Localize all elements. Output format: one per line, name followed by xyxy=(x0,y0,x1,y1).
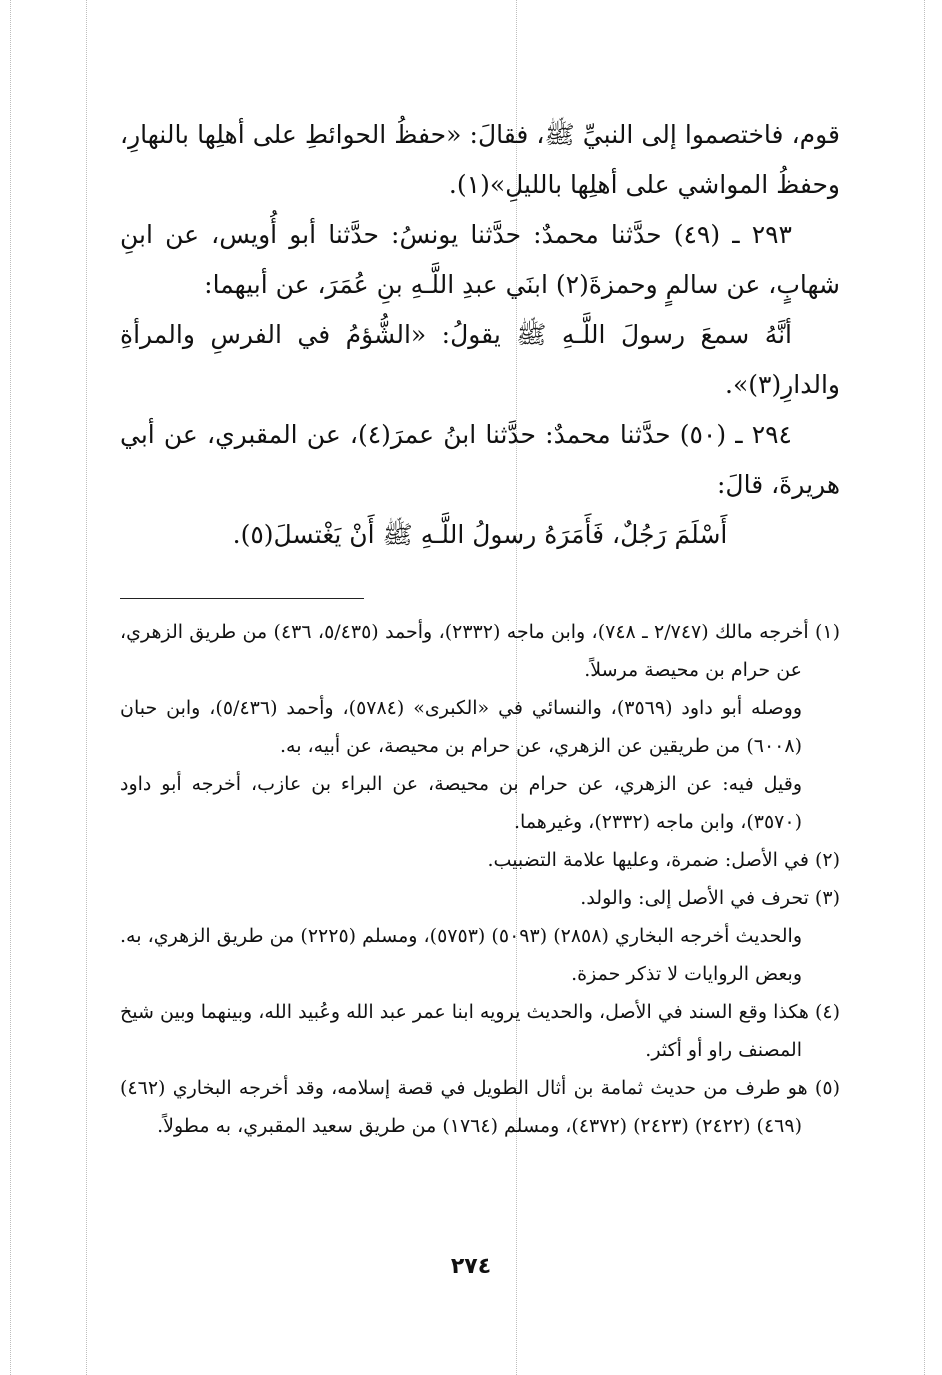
main-text xyxy=(120,110,840,560)
hadith-continuation: قوم، فاختصموا إلى النبيِّ ﷺ، فقالَ: «حفظُ الحوائطِ على أهلِها بالنهارِ، وحفظُ المواشي على أهلِها بالليلِ»(١). xyxy=(120,120,840,199)
page-number: ٢٧٤ xyxy=(450,1254,492,1279)
hadith-294-matn: أَسْلَمَ رَجُلٌ، فَأَمَرَهُ رسولُ اللَّـهِ ﷺ أَنْ يَغْتسلَ(٥). xyxy=(232,520,728,549)
scan-guide-line xyxy=(10,0,11,1375)
footnote-1-cont: وقيل فيه: عن الزهري، عن حرام بن محيصة، عن البراء بن عازب، أخرجه أبو داود (٣٥٧٠)، وابن ماجه (٢٣٣٢)، وغيرهما. xyxy=(120,773,802,833)
footnote-3: (٣) تحرف في الأصل إلى: والولد. xyxy=(580,887,840,909)
hadith-293-matn: أنَّهُ سمعَ رسولَ اللَّـهِ ﷺ يقولُ: «الشُّؤمُ في الفرسِ والمرأةِ والدارِ(٣)». xyxy=(120,320,840,399)
footnote-3-cont: والحديث أخرجه البخاري (٢٨٥٨) (٥٠٩٣) (٥٧٥٣)، ومسلم (٢٢٢٥) من طريق الزهري، به. وبعض الروايات لا تذكر حمزة. xyxy=(120,925,802,985)
footnote-2: (٢) في الأصل: ضمرة، وعليها علامة التضبيب. xyxy=(487,849,840,871)
page-content xyxy=(120,110,840,1145)
hadith-294-isnad: ٢٩٤ ـ (٥٠) حدَّثنا محمدٌ: حدَّثنا ابنُ عمرَ(٤)، عن المقبري، عن أبي هريرةَ، قالَ: xyxy=(120,420,840,499)
footnote-separator xyxy=(120,598,364,599)
hadith-293-isnad: ٢٩٣ ـ (٤٩) حدَّثنا محمدٌ: حدَّثنا يونسُ: حدَّثنا أبو أُويس، عن ابنِ شهابٍ، عن سالمٍ وحمزةَ(٢) ابنَي عبدِ اللَّـهِ بنِ عُمَرَ، عن أبيهما: xyxy=(120,220,840,299)
scan-guide-line xyxy=(924,0,925,1375)
footnote-1-cont: ووصله أبو داود (٣٥٦٩)، والنسائي في «الكبرى» (٥٧٨٤)، وأحمد (٥/٤٣٦)، وابن حبان (٦٠٠٨) من طريقين عن الزهري، عن حرام بن محيصة، عن أبيه، به. xyxy=(120,697,802,757)
footnote-1: (١) أخرجه مالك (٢/٧٤٧ ـ ٧٤٨)، وابن ماجه (٢٣٣٢)، وأحمد (٥/٤٣٥، ٤٣٦) من طريق الزهري، عن حرام بن محيصة مرسلاً. xyxy=(120,621,841,681)
footnote-5: (٥) هو طرف من حديث ثمامة بن أثال الطويل في قصة إسلامه، وقد أخرجه البخاري (٤٦٢) (٤٦٩) (٢٤٢٢) (٢٤٢٣) (٤٣٧٢)، ومسلم (١٧٦٤) من طريق سعيد المقبري، به مطولاً. xyxy=(120,1077,840,1137)
footnote-4: (٤) هكذا وقع السند في الأصل، والحديث يرويه ابنا عمر عبد الله وعُبيد الله، وبينهما وبين شيخ المصنف راو أو أكثر. xyxy=(120,1001,840,1061)
scan-guide-line xyxy=(86,0,87,1375)
footnotes xyxy=(120,613,840,1145)
